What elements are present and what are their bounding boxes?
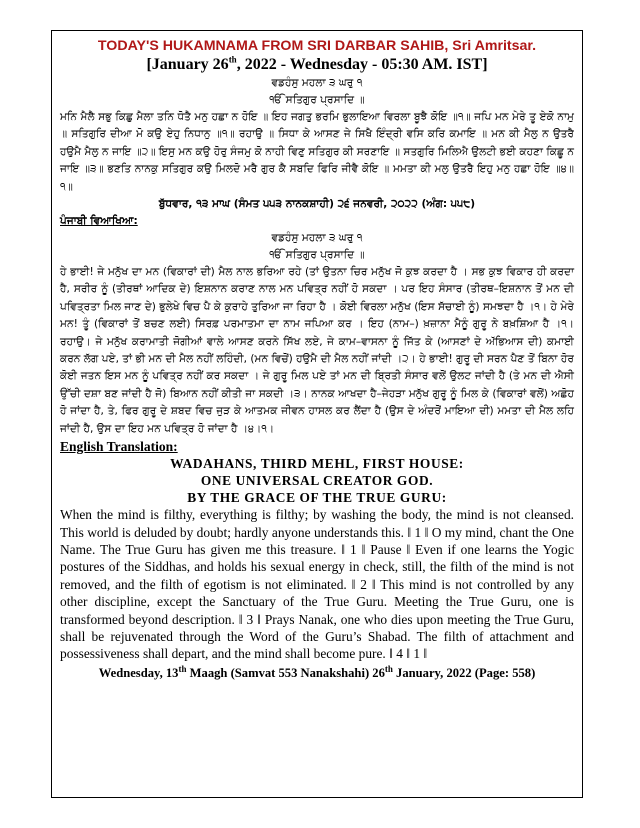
punjabi-date-line: ਬੁੱਧਵਾਰ, ੧੩ ਮਾਘ (ਸੰਮਤ ੫੫੩ ਨਾਨਕਸ਼ਾਹੀ) ੨੬ ਜਨਵਰੀ, ੨੦੨੨ (ਅੰਗ: ੫੫੮) — [158, 198, 476, 211]
punjabi-explanation: ਹੇ ਭਾਈ! ਜੇ ਮਨੁੱਖ ਦਾ ਮਨ (ਵਿਕਾਰਾਂ ਦੀ) ਮੈਲ ਨਾਲ ਭਰਿਆ ਰਹੇ (ਤਾਂ ਉਤਨਾ ਚਿਰ ਮਨੁੱਖ ਜੋ ਕੁਝ ਕਰਦਾ ਹੈ । ਸਭ ਕੁਝ ਵਿਕਾਰ ਹੀ ਕਰਦਾ ਹੈ, ਸਰੀਰ ਨੂੰ (ਤੀਰਥਾਂ ਆਦਿਕ ਦੇ) ਇਸ਼ਨਾਨ ਕਰਾਣ ਨਾਲ ਮਨ ਪਵਿਤ੍ਰ ਨਹੀਂ ਹੋ ਸਕਦਾ । ਪਰ ਇਹ ਸੰਸਾਰ (ਤੀਰਥ–ਇਸ਼ਨਾਨ ਤੋਂ ਮਨ ਦੀ ਪਵਿਤ੍ਰਤਾ ਮਿਲ ਜਾਣ ਦੇ) ਭੁਲੇਖੇ ਵਿਚ ਪੈ ਕੇ ਕੁਰਾਹੇ ਤੁਰਿਆ ਜਾ ਰਿਹਾ ਹੈ । ਕੋਈ ਵਿਰਲਾ ਮਨੁੱਖ (ਇਸ ਸੱਚਾਈ ਨੂੰ) ਸਮਝਦਾ ਹੈ ।੧। ਹੇ ਮੇਰੇ ਮਨ! ਤੂੰ (ਵਿਕਾਰਾਂ ਤੋਂ ਬਚਣ ਲਈ) ਸਿਰਫ਼ ਪਰਮਾਤਮਾ ਦਾ ਨਾਮ ਜਪਿਆ ਕਰ । ਇਹ (ਨਾਮ–) ਖ਼ਜ਼ਾਨਾ ਮੈਨੂੰ ਗੁਰੂ ਨੇ ਬਖ਼ਸ਼ਿਆ ਹੈ ।੧।ਰਹਾਉ। ਜੇ ਮਨੁੱਖ ਕਰਾਮਾਤੀ ਜੋਗੀਆਂ ਵਾਲੇ ਆਸਣ ਕਰਨੇ ਸਿੱਖ ਲਏ, ਜੇ ਕਾਮ–ਵਾਸਨਾ ਨੂੰ ਜਿੱਤ ਕੇ (ਆਸਣਾਂ ਦੇ ਅੱਭਿਆਸ ਦੀ) ਕਮਾਈ ਕਰਨ ਲੱਗ ਪਏ, ਤਾਂ ਭੀ ਮਨ ਦੀ ਮੈਲ ਨਹੀਂ ਲਹਿੰਦੀ, (ਮਨ ਵਿਚੋਂ) ਹਉਮੈ ਦੀ ਮੈਲ ਨਹੀਂ ਜਾਂਦੀ ।੨। ਹੇ ਭਾਈ! ਗੁਰੂ ਦੀ ਸਰਨ ਪੈਣ ਤੋਂ ਬਿਨਾ ਹੋਰ ਕੋਈ ਜਤਨ ਇਸ ਮਨ ਨੂੰ ਪਵਿਤ੍ਰ ਨਹੀਂ ਕਰ ਸਕਦਾ । ਜੇ ਗੁਰੂ ਮਿਲ ਪਏ ਤਾਂ ਮਨ ਦੀ ਬ੍ਰਿਤੀ ਸੰਸਾਰ ਵਲੋਂ ਉਲਟ ਜਾਂਦੀ ਹੈ (ਤੇ ਮਨ ਦੀ ਐਸੀ ਉੱਚੀ ਦਸ਼ਾ ਬਣ ਜਾਂਦੀ ਹੈ ਜੋ) ਬਿਆਨ ਨਹੀਂ ਕੀਤੀ ਜਾ ਸਕਦੀ ।੩। ਨਾਨਕ ਆਖਦਾ ਹੈ–ਜੇਹੜਾ ਮਨੁੱਖ ਗੁਰੂ ਨੂੰ ਮਿਲ ਕੇ (ਵਿਕਾਰਾਂ ਵਲੋਂ) ਅਛੋਹ ਹੋ ਜਾਂਦਾ ਹੈ, ਤੇ, ਫਿਰ ਗੁਰੂ ਦੇ ਸ਼ਬਦ ਵਿਚ ਜੁੜ ਕੇ ਆਤਮਕ ਜੀਵਨ ਹਾਸਲ ਕਰ ਲੈਂਦਾ ਹੈ (ਉਸ ਦੇ ਅੰਦਰੋਂ ਮਾਇਆ ਦੀ) ਮਮਤਾ ਦੀ ਮੈਲ ਲਹਿ ਜਾਂਦੀ ਹੈ, ਉਸ ਦਾ ਇਹ ਮਨ ਪਵਿਤ੍ਰ ਹੋ ਜਾਂਦਾ ਹੈ ।੪।੧। — [60, 266, 574, 435]
date-line — [60, 55, 574, 74]
hymn-mool-mantar: ੴ ਸਤਿਗੁਰ ਪ੍ਰਸਾਦਿ ॥ — [269, 94, 365, 106]
footer-date-line — [60, 664, 574, 682]
punjabi-raag: ਵਡਹੰਸੁ ਮਹਲਾ ੩ ਘਰੁ ੧ — [271, 232, 363, 245]
footer-sup-1: th — [178, 663, 187, 674]
english-section-label: English Translation: — [60, 439, 178, 455]
punjabi-section-label: ਪੰਜਾਬੀ ਵਿਆਖਿਆ: — [60, 215, 138, 228]
footer-rest: January, 2022 (Page: 558) — [392, 665, 536, 680]
date-prefix: [January 26 — [146, 56, 229, 73]
hymn-text: ਮਨਿ ਮੈਲੈ ਸਭੁ ਕਿਛੁ ਮੈਲਾ ਤਨਿ ਧੋਤੈ ਮਨੁ ਹਛਾ ਨ ਹੋਇ ॥ ਇਹ ਜਗਤੁ ਭਰਮਿ ਭੁਲਾਇਆ ਵਿਰਲਾ ਬੂਝੈ ਕੋਇ ॥੧॥ ਜਪਿ ਮਨ ਮੇਰੇ ਤੂ ਏਕੋ ਨਾਮੁ ॥ ਸਤਿਗੁਰਿ ਦੀਆ ਮੋ ਕਉ ਏਹੁ ਨਿਧਾਨੁ ॥੧॥ ਰਹਾਉ ॥ ਸਿਧਾ ਕੇ ਆਸਣ ਜੇ ਸਿਖੈ ਇੰਦ੍ਰੀ ਵਸਿ ਕਰਿ ਕਮਾਇ ॥ ਮਨ ਕੀ ਮੈਲੁ ਨ ਉਤਰੈ ਹਉਮੈ ਮੈਲੁ ਨ ਜਾਇ ॥੨॥ ਇਸੁ ਮਨ ਕਉ ਹੋਰੁ ਸੰਜਮੁ ਕੋ ਨਾਹੀ ਵਿਣੁ ਸਤਿਗੁਰ ਕੀ ਸਰਣਾਇ ॥ ਸਤਗੁਰਿ ਮਿਲਿਐ ਉਲਟੀ ਭਈ ਕਹਣਾ ਕਿਛੂ ਨ ਜਾਇ ॥੩॥ ਭਣਤਿ ਨਾਨਕੁ ਸਤਿਗੁਰ ਕਉ ਮਿਲਦੋ ਮਰੈ ਗੁਰ ਕੈ ਸਬਦਿ ਫਿਰਿ ਜੀਵੈ ਕੋਇ ॥ ਮਮਤਾ ਕੀ ਮਲੁ ਉਤਰੈ ਇਹੁ ਮਨੁ ਹਛਾ ਹੋਇ ॥੪॥੧॥ — [60, 111, 574, 193]
page-title: TODAY'S HUKAMNAMA FROM SRI DARBAR SAHIB, Sri Amritsar. — [97, 38, 537, 54]
footer-sup-2: th — [384, 663, 393, 674]
footer-prefix: Wednesday, 13 — [98, 665, 179, 680]
page-border — [51, 30, 583, 798]
date-suffix: th — [228, 54, 237, 65]
footer-middle: Maagh (Samvat 553 Nanakshahi) 26 — [186, 665, 385, 680]
english-heading-2: ONE UNIVERSAL CREATOR GOD. — [200, 473, 434, 489]
english-heading-1: WADAHANS, THIRD MEHL, FIRST HOUSE: — [170, 456, 464, 472]
english-heading-3: BY THE GRACE OF THE TRUE GURU: — [187, 490, 447, 506]
date-rest: , 2022 - Wednesday - 05:30 AM. IST] — [236, 56, 488, 73]
hymn-raag: ਵਡਹੰਸੁ ਮਹਲਾ ੩ ਘਰੁ ੧ — [271, 77, 363, 89]
english-translation: When the mind is filthy, everything is filthy; by washing the body, the mind is not cleansed. This world is deluded by doubt; hardly anyone understands this. ‖ 1 ‖ O my mind, chant the One Name. The True Guru has given me this treasure. ‖ 1 ‖ Pause ‖ Even if one learns the Yogic postures of the Siddhas, and holds his sexual energy in check, still, the filth of the mind is not removed, and the filth of egotism is not eliminated. ‖ 2 ‖ This mind is not controlled by any other discipline, except the Sanctuary of the True Guru. Meeting the True Guru, one is transformed beyond description. ‖ 3 ‖ Prays Nanak, one who dies upon meeting the True Guru, shall be rejuvenated through the Word of the Guru’s Shabad. The filth of attachment and possessiveness shall depart, and the mind shall become pure. ‖ 4 ‖ 1 ‖ — [60, 507, 574, 662]
punjabi-mool-mantar: ੴ ਸਤਿਗੁਰ ਪ੍ਰਸਾਦਿ ॥ — [269, 249, 365, 262]
